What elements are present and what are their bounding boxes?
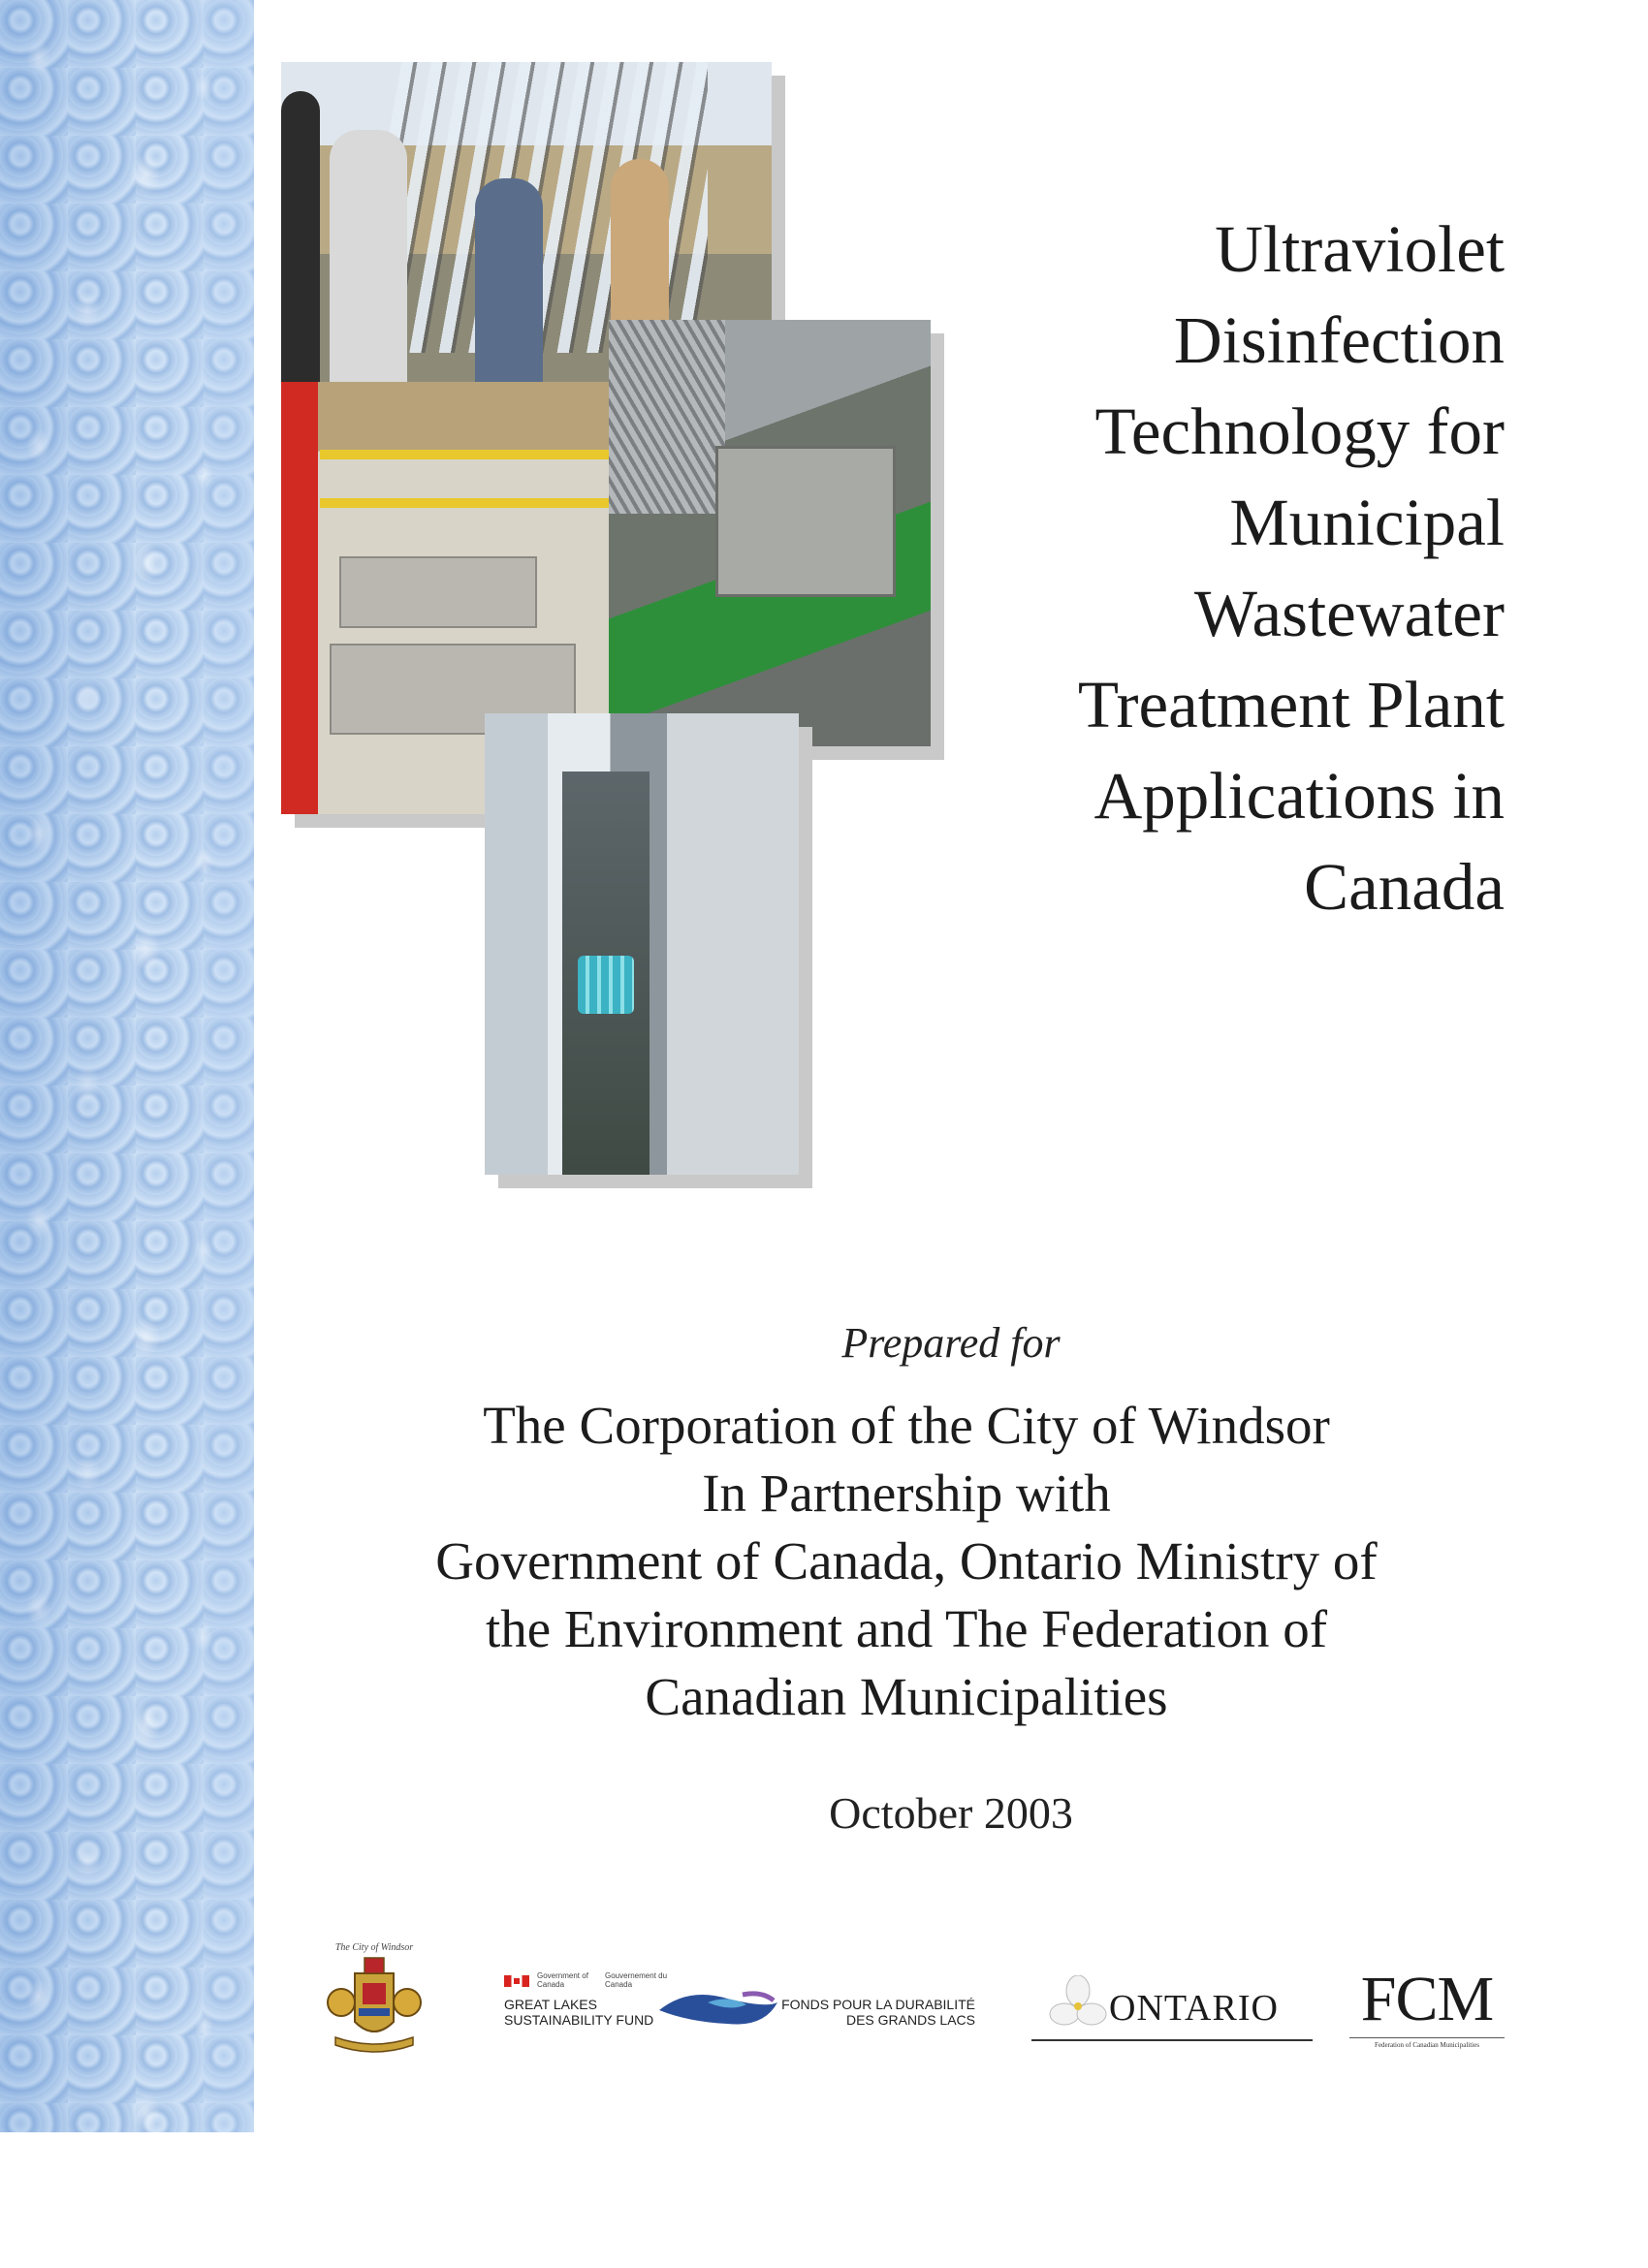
title-line: Canada bbox=[1304, 850, 1505, 924]
title-line: Municipal bbox=[1229, 486, 1505, 559]
great-lakes-sustainability-fund-logo bbox=[504, 1971, 975, 2039]
person-figure bbox=[330, 130, 407, 382]
canada-flag-icon bbox=[504, 1975, 529, 1987]
fcm-subtitle: Federation of Canadian Municipalities bbox=[1349, 2037, 1505, 2049]
person-figure bbox=[475, 178, 543, 382]
fcm-letters: FCM bbox=[1360, 1964, 1494, 2034]
prepared-for-line: Canadian Municipalities bbox=[645, 1667, 1168, 1726]
uv-lamp-array bbox=[578, 956, 634, 1014]
person-figure bbox=[281, 91, 320, 382]
title-line: Treatment Plant bbox=[1077, 668, 1505, 741]
photo-uv-channel-interior bbox=[485, 713, 799, 1175]
equipment-housing bbox=[339, 556, 537, 628]
prepared-for-line: the Environment and The Federation of bbox=[485, 1599, 1328, 1658]
yellow-railing bbox=[320, 498, 611, 508]
glsf-name-fr: FONDS POUR LA DURABILITÉ DES GRANDS LACS bbox=[781, 1997, 975, 2028]
trillium-icon bbox=[1049, 1975, 1107, 2033]
ontario-underline bbox=[1031, 2039, 1313, 2041]
red-crane-beam bbox=[281, 382, 318, 814]
prepared-for-line: In Partnership with bbox=[702, 1464, 1111, 1523]
prepared-for-label: Prepared for bbox=[841, 1319, 1061, 1367]
title-line: Technology for bbox=[1094, 394, 1505, 468]
water-droplet-strip bbox=[0, 0, 254, 2132]
prepared-for-line: Government of Canada, Ontario Ministry of bbox=[435, 1531, 1378, 1591]
document-title bbox=[962, 204, 1505, 932]
windsor-crest-caption: The City of Windsor bbox=[334, 1942, 414, 1953]
publication-date: October 2003 bbox=[829, 1788, 1073, 1838]
metal-grating bbox=[609, 320, 725, 514]
title-line: Ultraviolet bbox=[1215, 212, 1505, 286]
prepared-for-line: The Corporation of the City of Windsor bbox=[483, 1396, 1330, 1455]
fcm-logo bbox=[1349, 1964, 1505, 2049]
control-cabinet bbox=[715, 446, 896, 597]
glsf-name-en: GREAT LAKES SUSTAINABILITY FUND bbox=[504, 1997, 654, 2028]
great-lakes-wave-icon bbox=[650, 1981, 785, 2035]
gov-canada-fr: Gouvernement du Canada bbox=[605, 1971, 668, 1989]
title-line: Applications in bbox=[1093, 759, 1505, 833]
yellow-railing bbox=[320, 450, 611, 459]
ontario-logo bbox=[1031, 1968, 1313, 2055]
windsor-crest-logo bbox=[316, 1944, 432, 2070]
ontario-wordmark: ONTARIO bbox=[1109, 1988, 1279, 2029]
photo-uv-control-unit bbox=[609, 320, 931, 746]
gov-canada-en: Government of Canada bbox=[537, 1971, 588, 1989]
prepared-for-block bbox=[330, 1392, 1483, 1731]
title-line: Disinfection bbox=[1173, 303, 1505, 377]
title-line: Wastewater bbox=[1193, 577, 1505, 650]
